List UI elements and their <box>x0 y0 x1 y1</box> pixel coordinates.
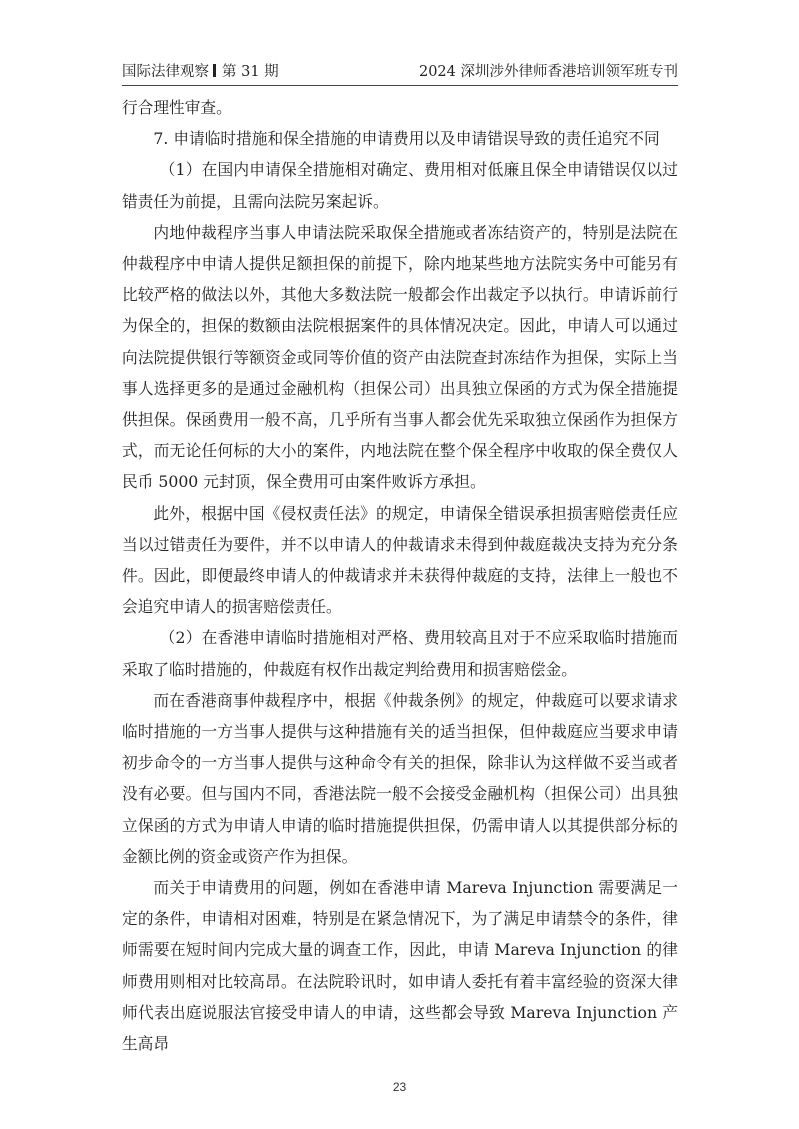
paragraph-mareva-costs: 而关于申请费用的问题，例如在香港申请 Mareva Injunction 需要满足一定的条件，申请相对困难，特别是在紧急情况下，为了满足申请禁令的条件，律师需要在短时间内完成大量的调查工作，因此，申请 Mareva Injunction 的律师费用则相对比较高昂。在法院聆讯时，如申请人委托有着丰富经验的资深大律师代表出庭说服法官接受申请人的申请，这些都会导致 Mareva Injunction 产生高昂 <box>122 878 678 1054</box>
special-issue-title: 2024 深圳涉外律师香港培训领军班专刊 <box>418 64 678 80</box>
subheading-2: （2）在香港申请临时措施相对严格、费用较高且对于不应采取临时措施而采取了临时措施的，仲裁庭有权作出裁定判给费用和损害赔偿金。 <box>122 628 678 679</box>
issue-number: 第 31 期 <box>222 64 279 80</box>
header-rule <box>122 85 678 86</box>
header-left <box>122 60 279 81</box>
page-number: 23 <box>392 1080 407 1094</box>
header-separator-bar <box>213 64 216 77</box>
running-header <box>122 60 678 80</box>
section-heading-7: 7. 申请临时措施和保全措施的申请费用以及申请错误导致的责任追究不同 <box>153 129 660 149</box>
subheading-1: （1）在国内申请保全措施相对确定、费用相对低廉且保全申请错误仅以过错责任为前提，且需向法院另案起诉。 <box>122 160 678 211</box>
paragraph-continuation: 行合理性审查。 <box>122 98 232 117</box>
paragraph-hk-arbitration: 而在香港商事仲裁程序中，根据《仲裁条例》的规定，仲裁庭可以要求请求临时措施的一方当事人提供与这种措施有关的适当担保，但仲裁庭应当要求申请初步命令的一方当事人提供与这种命令有关的担保，除非认为这样做不妥当或者没有必要。但与国内不同，香港法院一般不会接受金融机构（担保公司）出具独立保函的方式为申请人申请的临时措施提供担保，仍需申请人以其提供部分标的金额比例的资金或资产作为担保。 <box>122 690 678 866</box>
article-body <box>122 92 678 1059</box>
paragraph-mainland-preservation: 内地仲裁程序当事人申请法院采取保全措施或者冻结资产的，特别是法院在仲裁程序中申请人提供足额担保的前提下，除内地某些地方法院实务中可能另有比较严格的做法以外，其他大多数法院一般都会作出裁定予以执行。申请诉前行为保全的，担保的数额由法院根据案件的具体情况决定。因此，申请人可以通过向法院提供银行等额资金或同等价值的资产由法院查封冻结作为担保，实际上当事人选择更多的是通过金融机构（担保公司）出具独立保函的方式为保全措施提供担保。保函费用一般不高，几乎所有当事人都会优先采取独立保函作为担保方式，而无论任何标的大小的案件，内地法院在整个保全程序中收取的保全费仅人民币 5000 元封顶，保全费用可由案件败诉方承担。 <box>122 222 678 492</box>
journal-title: 国际法律观察 <box>122 64 209 80</box>
paragraph-tort-liability: 此外，根据中国《侵权责任法》的规定，申请保全错误承担损害赔偿责任应当以过错责任为要件，并不以申请人的仲裁请求未得到仲裁庭裁决支持为充分条件。因此，即便最终申请人的仲裁请求并未获得仲裁庭的支持，法律上一般也不会追究申请人的损害赔偿责任。 <box>122 503 678 617</box>
